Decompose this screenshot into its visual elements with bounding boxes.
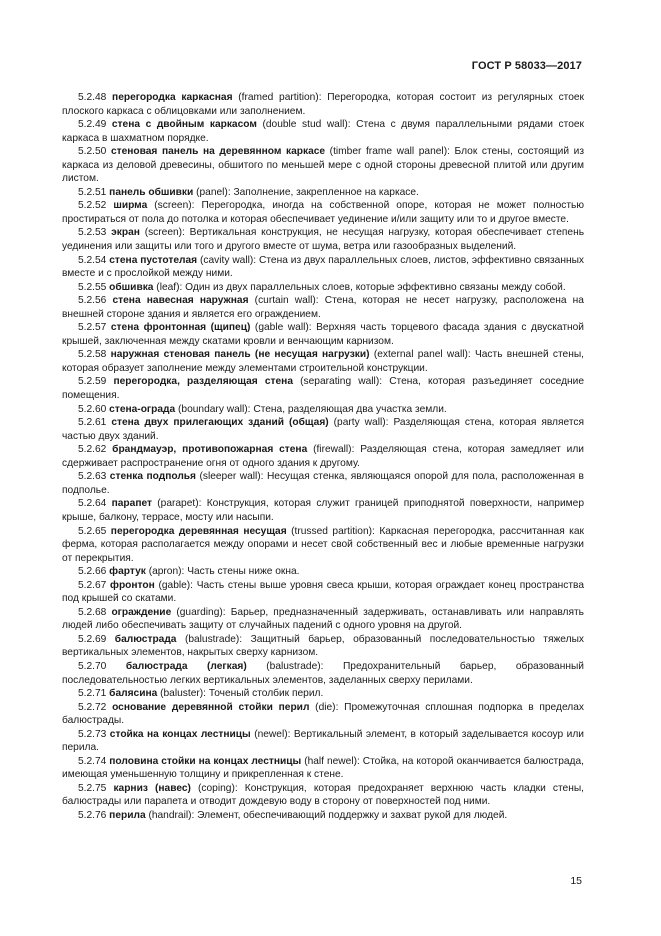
- definition-entry: [62, 728, 584, 755]
- term: стена двух прилегающих зданий (общая): [111, 417, 329, 429]
- term: балюстрада: [114, 633, 177, 645]
- clause-number: 5.2.53: [78, 227, 107, 239]
- clause-number: 5.2.64: [78, 498, 107, 510]
- definition-entry: [62, 199, 584, 226]
- definition-text: (handrail): Элемент, обеспечивающий поддержку и захват рукой для людей.: [145, 809, 508, 821]
- definition-entry: [62, 416, 584, 443]
- definition-entry: [62, 809, 584, 823]
- term: основание деревянной стойки перил: [112, 701, 310, 713]
- definition-entry: [62, 321, 584, 348]
- definition-text: (panel): Заполнение, закрепленное на каркасе.: [193, 186, 419, 198]
- term: балясина: [109, 688, 158, 700]
- term: парапет: [111, 498, 152, 510]
- term: перегородка каркасная: [112, 92, 233, 103]
- clause-number: 5.2.65: [78, 525, 107, 537]
- clause-number: 5.2.55: [78, 281, 107, 293]
- definition-text: (cavity wall): Стена из двух параллельных слоев, листов, эффективно связанных вместе и с прослойкой между ними.: [62, 254, 584, 280]
- clause-number: 5.2.49: [78, 119, 107, 131]
- definition-text: (apron): Часть стены ниже окна.: [145, 566, 300, 578]
- clause-number: 5.2.61: [78, 417, 107, 429]
- clause-number: 5.2.63: [78, 471, 107, 483]
- clause-number: 5.2.76: [78, 809, 107, 821]
- definition-entry: [62, 497, 584, 524]
- clause-number: 5.2.50: [78, 146, 107, 158]
- term: половина стойки на концах лестницы: [109, 755, 302, 767]
- term: брандмауэр, противопожарная стена: [112, 444, 308, 456]
- term: фартук: [109, 566, 146, 578]
- definition-entry: [62, 633, 584, 660]
- term: панель обшивки: [109, 186, 194, 198]
- term: стена с двойным каркасом: [111, 119, 257, 131]
- definition-entry: [62, 145, 584, 186]
- term: перегородка, разделяющая стена: [113, 376, 293, 388]
- term: наружная стеновая панель (не несущая нагрузки): [110, 349, 370, 361]
- clause-number: 5.2.67: [78, 579, 107, 591]
- term: стеновая панель на деревянном каркасе: [110, 146, 326, 158]
- term: стена навесная наружная: [112, 295, 249, 307]
- term: перила: [109, 809, 146, 821]
- clause-number: 5.2.72: [78, 701, 107, 713]
- term: перегородка деревянная несущая: [110, 525, 287, 537]
- definition-text: (parapet): Конструкция, которая служит границей приподнятой поверхности, например крыше, балкону, террасе, мосту или насыпи.: [62, 498, 584, 523]
- clause-number: 5.2.58: [78, 349, 107, 361]
- term: экран: [111, 227, 140, 239]
- clause-number: 5.2.56: [78, 295, 107, 307]
- definition-entry: [62, 755, 584, 782]
- definition-entry: [62, 782, 584, 809]
- definition-text: (separating wall): Стена, которая разъединяет соседние помещения.: [62, 376, 584, 402]
- clause-number: 5.2.75: [78, 782, 107, 794]
- definition-entry: [62, 687, 584, 701]
- definition-text: (coping): Конструкция, которая предохраняет верхнюю часть кладки стены, балюстрады или парапета и отводит дождевую воду в сторону от поверхностей под ними.: [62, 782, 584, 808]
- definition-entry: [62, 91, 584, 118]
- definition-text: (screen): Перегородка, иногда на собственной опоре, которая не может полностью простираться от пола до потолка и которая обеспечивает уединение и/или защиту или то и другое вместе.: [62, 200, 584, 225]
- definition-entry: [62, 118, 584, 145]
- definition-entry: [62, 579, 584, 606]
- definition-text: (party wall): Разделяющая стена, которая является частью двух зданий.: [62, 417, 584, 442]
- definition-entry: [62, 660, 584, 687]
- clause-number: 5.2.68: [78, 606, 107, 618]
- definition-entry: [62, 403, 584, 417]
- clause-number: 5.2.73: [78, 728, 107, 740]
- term: стена-ограда: [109, 403, 176, 415]
- term: фронтон: [110, 579, 155, 591]
- definition-entry: [62, 470, 584, 497]
- clause-number: 5.2.74: [78, 755, 107, 767]
- term: стена фронтонная (щипец): [110, 322, 251, 334]
- definition-text: (newel): Вертикальный элемент, в который заделывается косоур или перила.: [62, 728, 584, 754]
- definition-entry: [62, 565, 584, 579]
- clause-number: 5.2.59: [78, 376, 107, 388]
- term: балюстрада (легкая): [125, 660, 247, 672]
- definition-text: (boundary wall): Стена, разделяющая два участка земли.: [175, 403, 447, 415]
- definition-entry: [62, 375, 584, 402]
- term: стойка на концах лестницы: [109, 728, 251, 740]
- definition-text: (baluster): Точеный столбик перил.: [157, 688, 324, 700]
- clause-number: 5.2.57: [78, 322, 107, 334]
- clause-number: 5.2.60: [78, 403, 107, 415]
- definitions-list: [62, 91, 584, 823]
- term: карниз (навес): [113, 782, 191, 794]
- clause-number: 5.2.51: [78, 186, 107, 198]
- definition-entry: [62, 606, 584, 633]
- definition-text: (sleeper wall): Несущая стенка, являющаяся опорой для пола, расположенная в подполье.: [62, 471, 584, 496]
- clause-number: 5.2.62: [78, 444, 107, 456]
- definition-entry: [62, 701, 584, 728]
- definition-text: (timber frame wall panel): Блок стены, состоящий из каркаса из деловой древесины, обшитого по меньшей мере с одной стороны древесной плитой или другим листом.: [62, 146, 584, 185]
- term: обшивка: [109, 281, 154, 293]
- definition-text: (firewall): Разделяющая стена, которая замедляет или сдерживает распространение огня от одного здания к другому.: [62, 444, 584, 469]
- clause-number: 5.2.48: [78, 92, 107, 103]
- definition-text: (screen): Вертикальная конструкция, не несущая нагрузку, которая обеспечивает степень уединения или защиты или того и другого вместе от шума, ветра или газообразных выделений.: [62, 227, 584, 253]
- definition-entry: [62, 348, 584, 375]
- definition-text: (gable wall): Верхняя часть торцевого фасада здания с двускатной крышей, заключенная между скатами кровли и венчающим карнизом.: [62, 322, 584, 347]
- definition-text: (balustrade): Защитный барьер, образованный последовательностью тяжелых вертикальных элементов, накрытых сверху карнизом.: [62, 633, 584, 659]
- term: ограждение: [111, 606, 172, 618]
- definition-entry: [62, 525, 584, 566]
- definition-entry: [62, 294, 584, 321]
- definition-entry: [62, 443, 584, 470]
- definition-text: (double stud wall): Стена с двумя параллельными рядами стоек каркаса в шахматном порядке.: [62, 119, 584, 144]
- document-id-header: ГОСТ Р 58033—2017: [471, 60, 582, 72]
- definition-entry: [62, 281, 584, 295]
- definition-text: (half newel): Стойка, на которой оканчивается балюстрада, имеющая уменьшенную толщину и прикрепленная к стене.: [62, 755, 584, 781]
- clause-number: 5.2.54: [78, 254, 107, 266]
- definition-text: (leaf): Один из двух параллельных слоев, которые эффективно связаны между собой.: [153, 281, 566, 293]
- definition-text: (external panel wall): Часть внешней стены, которая образует заполнение между элементами строительной конструкции.: [62, 349, 585, 374]
- term: стена пустотелая: [109, 254, 198, 266]
- definition-text: (balustrade): Предохранительный барьер, образованный последовательностью легких вертикальных элементов, заделанных сверху перилами.: [62, 660, 584, 686]
- definition-text: (framed partition): Перегородка, которая состоит из регулярных стоек плоского каркаса с облицовками или заполнением.: [62, 92, 584, 117]
- definition-text: (gable): Часть стены выше уровня свеса крыши, которая ограждает конец пространства под крышей со скатами.: [62, 579, 584, 605]
- term: ширма: [113, 200, 148, 212]
- definition-text: (trussed partition): Каркасная перегородка, рассчитанная как ферма, которая располагается между опорами и несет свой собственный вес и любые временные нагрузки от перекрытия.: [62, 525, 584, 564]
- clause-number: 5.2.69: [78, 633, 107, 645]
- definition-entry: [62, 226, 584, 253]
- clause-number: 5.2.70: [78, 660, 107, 672]
- clause-number: 5.2.71: [78, 688, 107, 700]
- clause-number: 5.2.66: [78, 566, 107, 578]
- clause-number: 5.2.52: [78, 200, 107, 212]
- definition-text: (curtain wall): Стена, которая не несет нагрузку, расположена на внешней стороне здания и является его ограждением.: [62, 295, 584, 320]
- definition-entry: [62, 186, 584, 200]
- definition-entry: [62, 254, 584, 281]
- page-number: 15: [570, 875, 582, 887]
- term: стенка подполья: [109, 471, 196, 483]
- definition-text: (die): Промежуточная сплошная подпорка в пределах балюстрады.: [62, 701, 584, 727]
- definition-text: (guarding): Барьер, предназначенный задерживать, останавливать или направлять людей либо обеспечивать защиту от случайных падений с одного уровня на другой.: [62, 606, 584, 632]
